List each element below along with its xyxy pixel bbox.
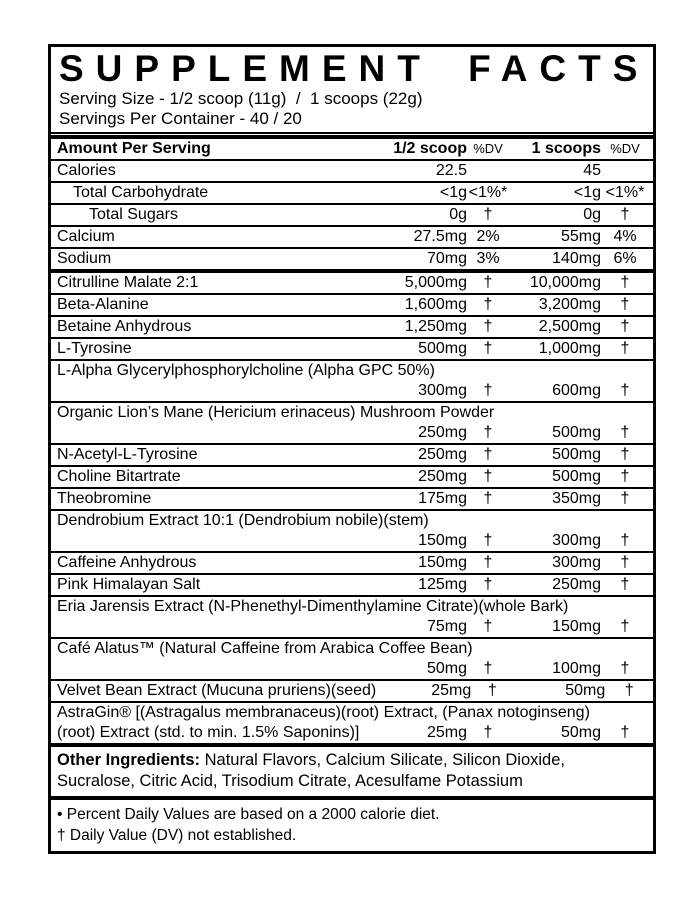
ingredient-name: Total Carbohydrate [73, 184, 209, 201]
ingredient-name: Theobromine [57, 490, 152, 507]
ingredient-name: L-Alpha Glycerylphosphorylcholine (Alpha GPC 50%) [57, 362, 435, 379]
amount-half-scoop: 22.5 [435, 162, 467, 179]
ingredient-name: Betaine Anhydrous [57, 318, 192, 335]
dv-one-scoop: † [620, 424, 630, 441]
amount-one-scoop: <1g [573, 184, 601, 201]
dv-half-scoop: † [483, 446, 493, 463]
amount-half-scoop: <1g [439, 184, 467, 201]
dv-one-scoop: † [620, 206, 630, 223]
ingredient-name: AstraGin® [(Astragalus membranaceus)(root) Extract, (Panax notoginseng) [57, 704, 590, 721]
amount-one-scoop: 10,000mg [529, 274, 601, 291]
dv-half-scoop: † [483, 724, 493, 741]
ingredient-name: Citrulline Malate 2:1 [57, 274, 199, 291]
amount-half-scoop: 250mg [418, 424, 467, 441]
ingredient-row [51, 183, 653, 205]
amount-half-scoop: 25mg [426, 724, 467, 741]
amount-one-scoop: 500mg [552, 446, 601, 463]
amount-half-scoop: 175mg [418, 490, 467, 507]
ingredient-name: Caffeine Anhydrous [57, 554, 197, 571]
other-ingredients-label: Other Ingredients: [57, 751, 201, 769]
column-half-scoop: 1/2 scoop [393, 140, 467, 157]
amount-one-scoop: 500mg [552, 468, 601, 485]
dv-half-scoop: † [483, 618, 493, 635]
dv-one-scoop: † [624, 682, 634, 699]
footnote-daily-values: • Percent Daily Values are based on a 2000 calorie diet. [57, 806, 440, 823]
ingredient-row [51, 227, 653, 249]
ingredient-row [51, 553, 653, 575]
dv-half-scoop: † [483, 340, 493, 357]
amount-half-scoop: 50mg [426, 660, 467, 677]
section-nutrition-facts [51, 161, 653, 269]
amount-one-scoop: 3,200mg [538, 296, 601, 313]
dv-half-scoop: † [483, 206, 493, 223]
amount-half-scoop: 150mg [418, 532, 467, 549]
amount-one-scoop: 50mg [565, 682, 606, 699]
amount-one-scoop: 1,000mg [538, 340, 601, 357]
amount-one-scoop: 500mg [552, 424, 601, 441]
column-amount-per-serving: Amount Per Serving [57, 140, 211, 157]
ingredient-name: Pink Himalayan Salt [57, 576, 201, 593]
ingredient-name: Eria Jarensis Extract (N-Phenethyl-Dimenthylamine Citrate)(whole Bark) [57, 598, 569, 615]
dv-one-scoop: † [620, 318, 630, 335]
footnotes [51, 796, 653, 851]
amount-half-scoop: 27.5mg [413, 228, 467, 245]
dv-half-scoop: 3% [476, 250, 500, 267]
amount-half-scoop: 75mg [426, 618, 467, 635]
other-ingredients-text: Natural Flavors, Calcium Silicate, Silicon Dioxide, Sucralose, Citric Acid, Trisodium Citrate, Acesulfame Potassium [57, 751, 565, 790]
dv-half-scoop: † [483, 296, 493, 313]
ingredient-name: Velvet Bean Extract (Mucuna pruriens)(seed) [57, 682, 377, 699]
ingredient-row [51, 295, 653, 317]
amount-one-scoop: 140mg [552, 250, 601, 267]
dv-one-scoop: † [620, 468, 630, 485]
ingredient-name: L-Tyrosine [57, 340, 132, 357]
amount-one-scoop: 300mg [552, 554, 601, 571]
amount-one-scoop: 0g [583, 206, 601, 223]
amount-one-scoop: 350mg [552, 490, 601, 507]
ingredient-name: Calories [57, 162, 116, 179]
dv-half-scoop: † [483, 424, 493, 441]
amount-one-scoop: 45 [583, 162, 601, 179]
dv-one-scoop: † [620, 724, 630, 741]
ingredient-name: Sodium [57, 250, 112, 267]
ingredient-row [51, 467, 653, 489]
amount-half-scoop: 25mg [431, 682, 472, 699]
column-dv-1: %DV [473, 141, 503, 156]
amount-half-scoop: 300mg [418, 382, 467, 399]
dv-half-scoop: † [483, 576, 493, 593]
dv-one-scoop: † [620, 382, 630, 399]
dv-one-scoop: † [620, 490, 630, 507]
ingredient-name-line2: (root) Extract (std. to min. 1.5% Saponins)] [57, 724, 360, 741]
ingredient-row [51, 639, 653, 681]
dv-one-scoop: <1%* [605, 184, 645, 201]
dv-one-scoop: † [620, 296, 630, 313]
amount-one-scoop: 250mg [552, 576, 601, 593]
amount-half-scoop: 0g [449, 206, 467, 223]
dv-half-scoop: † [483, 382, 493, 399]
dv-one-scoop: † [620, 576, 630, 593]
amount-half-scoop: 70mg [426, 250, 467, 267]
ingredient-row [51, 403, 653, 445]
ingredient-row [51, 317, 653, 339]
panel-header [51, 47, 653, 134]
amount-half-scoop: 1,600mg [404, 296, 467, 313]
ingredient-name: Beta-Alanine [57, 296, 149, 313]
dv-half-scoop: † [483, 318, 493, 335]
amount-half-scoop: 250mg [418, 468, 467, 485]
dv-half-scoop: † [483, 532, 493, 549]
amount-one-scoop: 50mg [560, 724, 601, 741]
ingredient-row [51, 249, 653, 269]
dv-one-scoop: † [620, 554, 630, 571]
ingredient-row [51, 273, 653, 295]
amount-one-scoop: 55mg [560, 228, 601, 245]
dv-one-scoop: † [620, 660, 630, 677]
amount-half-scoop: 250mg [418, 446, 467, 463]
dv-one-scoop: 4% [613, 228, 637, 245]
ingredient-name: Calcium [57, 228, 115, 245]
ingredient-row [51, 489, 653, 511]
dv-half-scoop: † [483, 468, 493, 485]
ingredient-row [51, 161, 653, 183]
dv-half-scoop: † [483, 490, 493, 507]
amount-half-scoop: 150mg [418, 554, 467, 571]
dv-half-scoop: † [483, 274, 493, 291]
table-column-header [51, 139, 653, 161]
ingredient-row [51, 339, 653, 361]
ingredient-row [51, 445, 653, 467]
amount-one-scoop: 300mg [552, 532, 601, 549]
ingredient-row [51, 575, 653, 597]
dv-half-scoop: † [483, 554, 493, 571]
dv-one-scoop: † [620, 532, 630, 549]
ingredient-row [51, 597, 653, 639]
amount-one-scoop: 100mg [552, 660, 601, 677]
ingredient-row [51, 511, 653, 553]
dv-one-scoop: † [620, 618, 630, 635]
dv-one-scoop: † [620, 446, 630, 463]
dv-one-scoop: † [620, 340, 630, 357]
ingredient-row [51, 681, 653, 703]
dv-one-scoop: † [620, 274, 630, 291]
panel-title: SUPPLEMENT FACTS [59, 48, 650, 89]
amount-one-scoop: 150mg [552, 618, 601, 635]
ingredient-name: Dendrobium Extract 10:1 (Dendrobium nobile)(stem) [57, 512, 429, 529]
dv-half-scoop: <1%* [468, 184, 508, 201]
dv-half-scoop: 2% [476, 228, 500, 245]
section-active-ingredients [51, 269, 653, 743]
dv-half-scoop: † [483, 660, 493, 677]
ingredient-row [51, 205, 653, 227]
amount-half-scoop: 125mg [418, 576, 467, 593]
supplement-facts-panel [48, 44, 656, 854]
footnote-dv-not-established: † Daily Value (DV) not established. [57, 827, 297, 844]
dv-one-scoop: 6% [613, 250, 637, 267]
ingredient-row [51, 703, 653, 743]
column-one-scoop: 1 scoops [531, 140, 601, 157]
amount-one-scoop: 600mg [552, 382, 601, 399]
dv-half-scoop: † [487, 682, 497, 699]
amount-half-scoop: 1,250mg [404, 318, 467, 335]
ingredient-row [51, 361, 653, 403]
amount-half-scoop: 5,000mg [404, 274, 467, 291]
ingredient-name: Café Alatus™ (Natural Caffeine from Arabica Coffee Bean) [57, 640, 473, 657]
column-dv-2: %DV [610, 141, 640, 156]
ingredient-name: Choline Bitartrate [57, 468, 181, 485]
amount-one-scoop: 2,500mg [538, 318, 601, 335]
amount-half-scoop: 500mg [418, 340, 467, 357]
serving-size: Serving Size - 1/2 scoop (11g) / 1 scoops (22g) [59, 89, 423, 108]
servings-per-container: Servings Per Container - 40 / 20 [59, 109, 302, 128]
other-ingredients [51, 743, 653, 796]
ingredient-name: Total Sugars [89, 206, 178, 223]
ingredient-name: Organic Lion’s Mane (Hericium erinaceus) Mushroom Powder [57, 404, 495, 421]
ingredient-name: N-Acetyl-L-Tyrosine [57, 446, 198, 463]
